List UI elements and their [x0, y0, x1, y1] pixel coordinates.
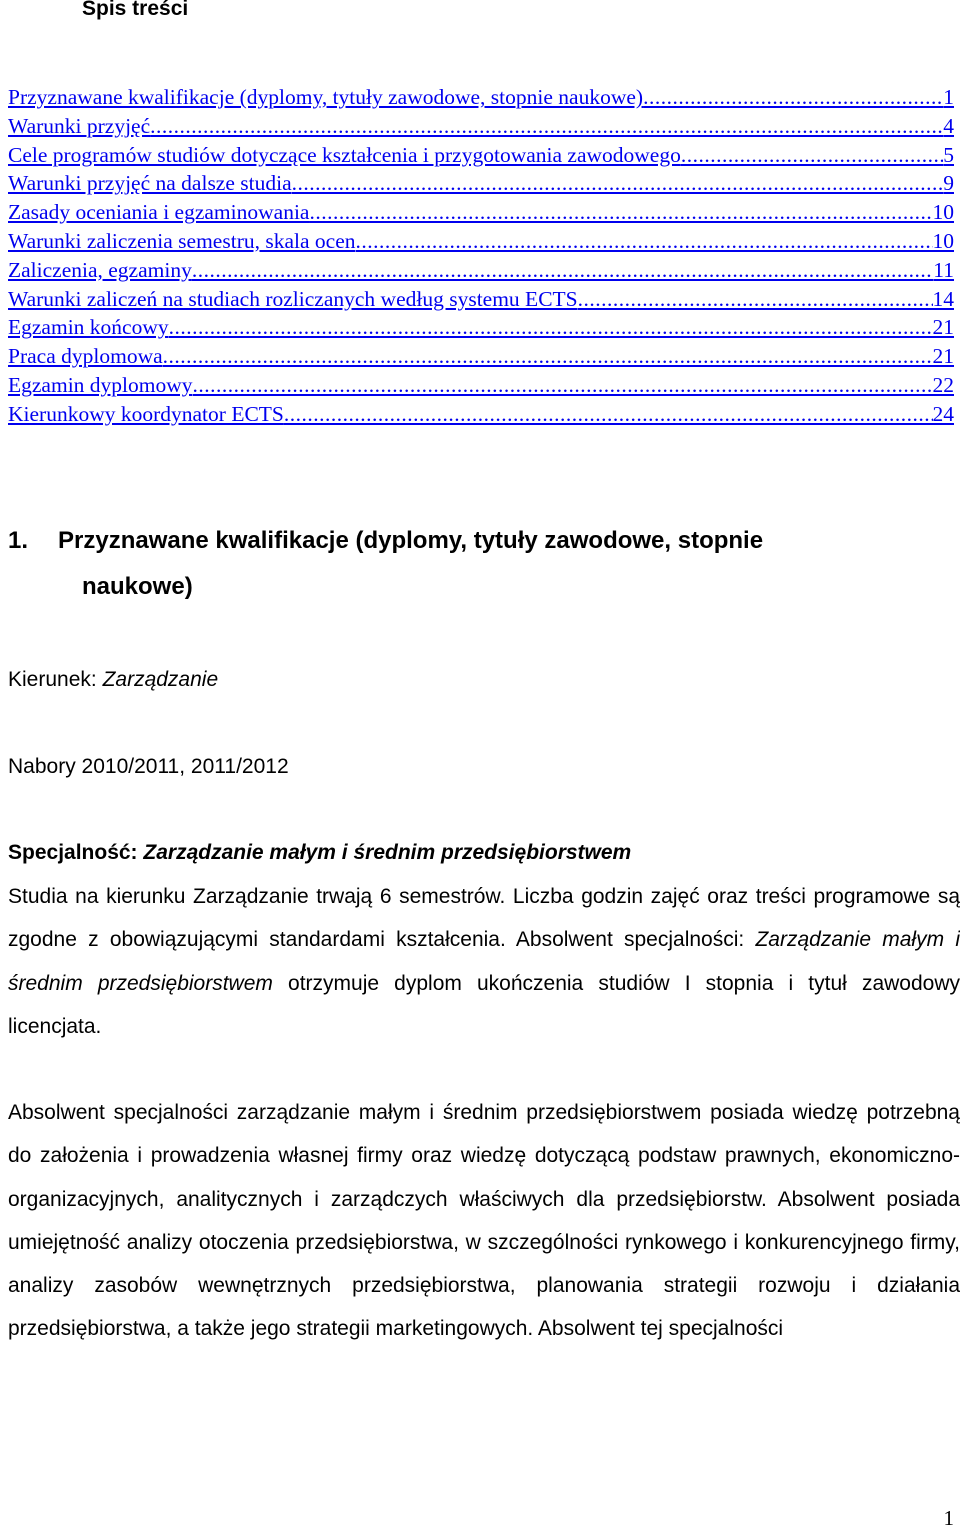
toc-entry [8, 198, 954, 227]
toc-link-dalsze-studia[interactable]: Warunki przyjęć na dalsze studia ..... 9 [8, 169, 954, 198]
toc-leader [292, 169, 944, 198]
toc-link-zasady-oceniania[interactable]: Zasady oceniania i egzaminowania ..... 10 [8, 198, 954, 227]
toc-link-kwalifikacje[interactable]: Przyznawane kwalifikacje (dyplomy, tytuły zawodowe, stopnie naukowe) ..... 1 [8, 83, 954, 112]
toc-leader [309, 198, 932, 227]
toc-entry [8, 83, 954, 112]
toc-entry [8, 342, 954, 371]
kierunek-value: Zarządzanie [102, 668, 219, 691]
toc-leader [284, 400, 933, 429]
toc-link-zaliczenia-egzaminy[interactable]: Zaliczenia, egzaminy ..... 11 [8, 256, 954, 285]
toc-entry [8, 400, 954, 429]
toc-entry [8, 169, 954, 198]
section-number: 1. [8, 527, 29, 554]
specjalnosc-value: Zarządzanie małym i średnim przedsiębiorstwem [143, 841, 632, 864]
section-heading [8, 518, 958, 610]
toc-link-koordynator-ects[interactable]: Kierunkowy koordynator ECTS ..... 24 [8, 400, 954, 429]
toc-leader [150, 112, 943, 141]
specjalnosc-line: Specjalność: Zarządzanie małym i średnim przedsiębiorstwem [8, 841, 632, 864]
toc-leader [681, 141, 943, 170]
toc-entry [8, 285, 954, 314]
toc-link-praca-dyplomowa[interactable]: Praca dyplomowa ..... 21 [8, 342, 954, 371]
page-number: 1 [943, 1506, 954, 1530]
table-of-contents [8, 83, 954, 429]
section-title-line1: Przyznawane kwalifikacje (dyplomy, tytuły zawodowe, stopnie [58, 527, 764, 554]
toc-leader [163, 342, 933, 371]
toc-entry [8, 227, 954, 256]
toc-link-warunki-przyjec[interactable]: Warunki przyjęć ..... 4 [8, 112, 954, 141]
section-title-line2: naukowe) [82, 573, 193, 600]
kierunek-line: Kierunek: Zarządzanie [8, 668, 219, 691]
toc-leader [356, 227, 933, 256]
toc-link-egzamin-koncowy[interactable]: Egzamin końcowy ..... 21 [8, 313, 954, 342]
toc-entry [8, 112, 954, 141]
nabory-line: Nabory 2010/2011, 2011/2012 [8, 755, 289, 778]
toc-leader [193, 371, 933, 400]
toc-entry [8, 141, 954, 170]
toc-leader [578, 285, 933, 314]
toc-link-zaliczenie-semestru[interactable]: Warunki zaliczenia semestru, skala ocen ..... 10 [8, 227, 954, 256]
toc-entry [8, 256, 954, 285]
toc-entry [8, 371, 954, 400]
toc-link-cele-programow[interactable]: Cele programów studiów dotyczące kształcenia i przygotowania zawodowego ..... 5 [8, 141, 954, 170]
paragraph-studia: Studia na kierunku Zarządzanie trwają 6 semestrów. Liczba godzin zajęć oraz treści programowe są zgodne z obowiązującymi standardami kształcenia. Absolwent specjalności: Zarządzanie małym i średnim przedsiębiorstwem otrzymuje dyplom ukończenia studiów I stopnia i tytuł zawodowy licencjata. [8, 885, 960, 1038]
toc-entry [8, 313, 954, 342]
toc-leader [169, 313, 933, 342]
toc-link-ects[interactable]: Warunki zaliczeń na studiach rozliczanych według systemu ECTS ..... 14 [8, 285, 954, 314]
toc-link-egzamin-dyplomowy[interactable]: Egzamin dyplomowy ..... 22 [8, 371, 954, 400]
toc-title: Spis treści [82, 0, 189, 20]
paragraph-absolwent: Absolwent specjalności zarządzanie małym i średnim przedsiębiorstwem posiada wiedzę potrzebną do założenia i prowadzenia własnej firmy oraz wiedzę dotyczącą podstaw prawnych, ekonomiczno-organizacyjnych, analitycznych i zarządczych właściwych dla przedsiębiorstw. Absolwent posiada umiejętność analizy otoczenia przedsiębiorstwa, w szczególności rynkowego i konkurencyjnego firmy, analizy zasobów wewnętrznych przedsiębiorstwa, planowania strategii rozwoju i działania przedsiębiorstwa, a także jego strategii marketingowych. Absolwent tej specjalności [8, 1101, 960, 1341]
toc-leader [192, 256, 933, 285]
toc-leader [643, 83, 943, 112]
